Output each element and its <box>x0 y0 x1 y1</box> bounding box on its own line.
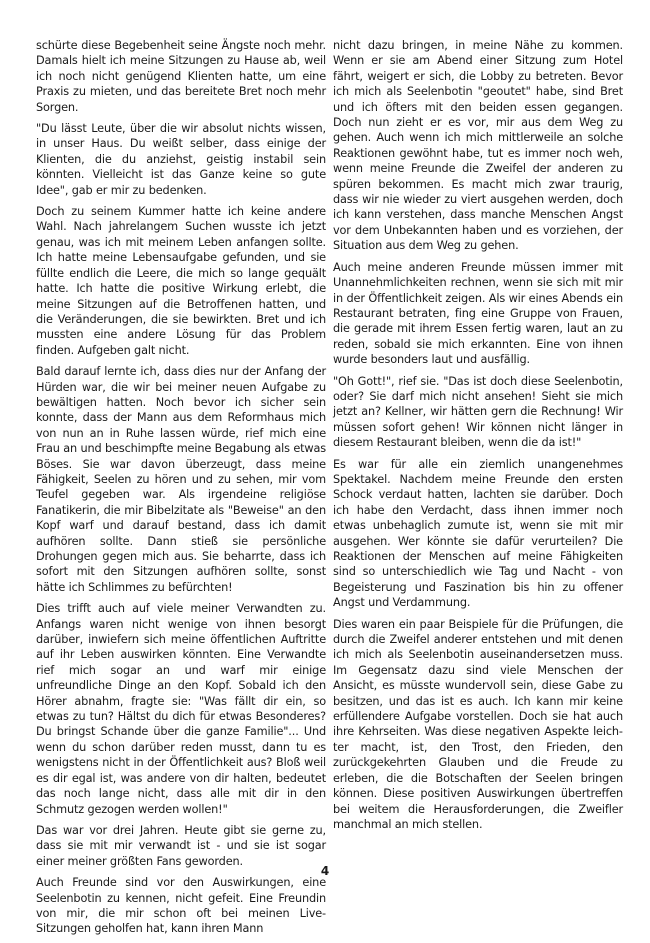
page-number: 4 <box>320 864 330 878</box>
paragraph: Dies trifft auch auf viele meiner Verwandten zu. Anfangs waren nicht wenige von ihnen besorgt darüber, inwiefern sich meine öffentlichen Auftritte auf ihr Leben auswirken könnten. Eine Verwandte rief mich sogar an und warf mir einige unfreundliche Dinge an den Kopf. Sobald ich den Hörer abnahm, fragte sie: "Was fällt dir ein, so etwas zu tun? Hältst du dich für etwas Besonderes? Du bringst Schande über die ganze Familie"... Und wenn du schon darüber reden musst, dann tu es wenigstens nicht in der Öffentlichkeit aus? Bloß weil es dir egal ist, was andere von dir halten, bedeutet das noch lange nicht, dass alle mit dir in den Schmutz gezogen werden wollen!" <box>36 602 326 816</box>
left-column <box>36 38 326 943</box>
paragraph: Doch zu seinem Kummer hatte ich keine andere Wahl. Nach jahrelangem Suchen wusste ich jetzt genau, was ich mit meinem Leben anfangen sollte. Ich hatte meine Lebensaufgabe gefunden, und sie füllte endlich die Leere, die mich so lange gequält hatte. Ich hatte die positive Wirkung erlebt, die meine Sitzungen auf die Betroffenen hatten, und die Veränderungen, die sie bewirkten. Bret und ich mussten eine andere Lösung für das Problem finden. Aufgeben galt nicht. <box>36 205 326 357</box>
paragraph: "Du lässt Leute, über die wir absolut nichts wissen, in unser Haus. Du weißt selber, dass einige der Klienten, die du anziehst, geistig instabil sein könnten. Vielleicht ist das Ganze keine so gute Idee", gab er mir zu bedenken. <box>36 122 326 197</box>
paragraph: Auch meine anderen Freunde müssen immer mit Unannehmlichkeiten rechnen, wenn sie sich mit mir in der Öffentlichkeit zeigen. Als wir eines Abends ein Restaurant betraten, fing eine Gruppe von Frauen, die gerade mit ihrem Essen fertig waren, laut an zu reden, sobald sie mich erkannten. Eine von ihnen wurde besonders laut und ausfällig. <box>333 260 623 367</box>
paragraph: Bald darauf lernte ich, dass dies nur der Anfang der Hürden war, die wir bei meiner neuen Aufgabe zu bewältigen hatten. Noch bevor ich sicher sein konnte, dass der Mann aus dem Reformhaus mich von nun an in Ruhe lassen würde, rief mich eine Frau an und beschimpfte meine Begabung als etwas Böses. Sie war davon überzeugt, dass meine Fähigkeit, Seelen zu hören und zu sehen, mir vom Teufel gegeben war. Als irgendeine religiöse Fanatikerin, die mir Bibelzitate als "Beweise" an den Kopf warf und darauf bestand, dass ich damit aufhören sollte. Dann stieß sie persönliche Drohungen gegen mich aus. Sie beharrte, dass ich sofort mit den Sitzungen aufhören sollte, sonst hätte ich Schlimmes zu befürchten! <box>36 365 326 594</box>
paragraph: Das war vor drei Jahren. Heute gibt sie gerne zu, dass sie mit mir verwandt ist - und sie ist sogar einer meiner größten Fans geworden. <box>36 823 326 868</box>
paragraph: nicht dazu bringen, in meine Nähe zu kommen. Wenn er sie am Abend einer Sitzung zum Hotel fährt, weigert er sich, die Lobby zu betreten. Bevor ich mich als Seelenbotin "geoutet" habe, sind Bret und ich öfters mit den beiden essen gegangen. Doch nun zieht er es vor, mir aus dem Weg zu gehen. Auch wenn ich mich mittlerweile an solche Reaktionen gewöhnt habe, tut es immer noch weh, wenn meine Freunde die Zweifel der anderen zu spüren bekommen. Es macht mich zwar traurig, dass wir nie wieder zu viert ausgehen werden, doch ich kann verstehen, dass manche Menschen Angst vor dem Unbekannten haben und es vorziehen, der Situation aus dem Weg zu gehen. <box>333 39 623 253</box>
paragraph: Auch Freunde sind vor den Auswirkungen, eine Seelenbotin zu kennen, nicht gefeit. Eine Freundin von mir, die mir schon oft bei meinen Live-Sitzungen geholfen hat, kann ihren Mann <box>36 876 326 936</box>
right-column <box>333 38 623 838</box>
paragraph: "Oh Gott!", rief sie. "Das ist doch diese Seelenbotin, oder? Sie darf mich nicht ansehen! Sieht sie mich jetzt an? Kellner, wir hätten gern die Rechnung! Wir müssen sofort gehen! Wir können nicht länger in diesem Restaurant bleiben, wenn die da ist!" <box>333 374 623 450</box>
paragraph: schürte diese Begebenheit seine Ängste noch mehr. Damals hielt ich meine Sitzungen zu Hause ab, weil ich noch nicht genügend Klienten hatte, um eine Praxis zu mieten, und das bereitete Bret noch mehr Sorgen. <box>36 39 326 114</box>
paragraph: Dies waren ein paar Beispiele für die Prüfungen, die durch die Zweifel anderer entstehen und mit denen ich mich als Seelenbotin auseinandersetzen muss. Im Gegensatz dazu sind viele Menschen der Ansicht, es müsste wundervoll sein, diese Gabe zu besitzen, und das ist es auch. Ich kann mir keine erfüllendere Aufgabe vorstellen. Doch sie hat auch ihre Kehrseiten. Was diese negativen Aspekte leichter macht, ist, den Trost, den Frieden, den zurückgekehrten Glauben und die Freude zu erleben, die die Botschaften der Seelen bringen können. Diese positiven Auswirkungen übertreffen bei weitem die Herausforderungen, die Zweifler manchmal an mich stellen. <box>333 617 623 831</box>
paragraph: Es war für alle ein ziemlich unangenehmes Spektakel. Nachdem meine Freunde den ersten Schock verdaut hatten, lachten sie darüber. Doch ich habe den Verdacht, dass ihnen immer noch etwas unbehaglich zumute ist, wenn sie mit mir ausgehen. Wer könnte sie dafür verurteilen? Die Reaktionen der Menschen auf meine Fähigkeiten sind so unterschiedlich wie Tag und Nacht - von Begeisterung und Faszination bis hin zu offener Angst und Verdammung. <box>333 457 623 610</box>
